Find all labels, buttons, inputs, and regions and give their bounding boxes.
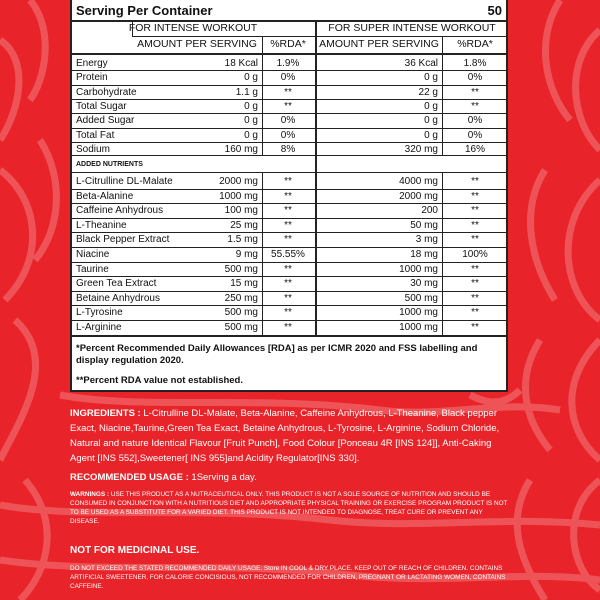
divider xyxy=(72,53,506,55)
nutrient-name: L-Theanine xyxy=(76,219,127,231)
nutrient-name: Betaine Anhydrous xyxy=(76,292,160,304)
divider xyxy=(72,335,506,337)
amount-super-intense: 500 mg xyxy=(404,292,438,304)
rda-super-intense: ** xyxy=(471,219,479,231)
nutrient-name: Energy xyxy=(76,58,108,69)
amount-intense: 1000 mg xyxy=(219,190,258,202)
rda-intense: 1.9% xyxy=(276,58,300,69)
ingredients-section xyxy=(70,406,508,466)
rda-super-intense: ** xyxy=(471,322,479,333)
warnings-label: WARNINGS : xyxy=(70,491,110,498)
nutrient-name: Carbohydrate xyxy=(76,86,137,98)
rda-header-1: %RDA* xyxy=(270,38,306,50)
rda-header-2: %RDA* xyxy=(457,38,493,50)
rda-super-intense: ** xyxy=(471,307,479,319)
nutrient-name: Total Fat xyxy=(76,129,115,141)
rda-intense: ** xyxy=(284,219,292,231)
amount-super-intense: 3 mg xyxy=(415,234,438,246)
rda-super-intense: ** xyxy=(471,190,479,202)
rda-super-intense: 0% xyxy=(467,115,483,127)
amount-super-intense: 18 mg xyxy=(410,249,438,260)
rda-super-intense: 1.8% xyxy=(463,58,487,69)
amount-intense: 25 mg xyxy=(230,219,258,231)
rda-super-intense: 16% xyxy=(464,143,485,155)
storage-disclaimer: DO NOT EXCEED THE STATED RECOMMENDED DAILY USAGE. Store IN COOL & DRY PLACE. KEEP OUT OF REACH OF CHILDREN. CONTAINS ARTIFICIAL SWEETENER, FOR CALORIE CONCISIOUS, NOT RECOMMENDED FOR CHILDREN, PREGNANT OR LACTATING WOMEN, CONTAINS CAFFEINE. xyxy=(70,565,506,590)
amount-super-intense: 2000 mg xyxy=(399,190,438,202)
rda-super-intense: ** xyxy=(471,86,479,98)
rda-intense: ** xyxy=(284,190,292,202)
amount-super-intense: 30 mg xyxy=(410,278,438,290)
amount-super-intense: 1000 mg xyxy=(399,263,438,275)
serving-label: Serving Per Container xyxy=(76,2,213,18)
amount-intense: 18 Kcal xyxy=(224,58,258,69)
nutrient-name: Total Sugar xyxy=(76,100,127,112)
amount-intense: 0 g xyxy=(244,72,258,84)
divider xyxy=(72,155,506,156)
rda-not-established-note: **Percent RDA value not established. xyxy=(76,375,244,386)
rda-super-intense: ** xyxy=(471,234,479,246)
recommended-label: RECOMMENDED USAGE : xyxy=(70,472,189,483)
rda-super-intense: ** xyxy=(471,100,479,112)
amount-super-intense: 50 mg xyxy=(410,219,438,231)
amount-intense: 1.1 g xyxy=(235,86,258,98)
amount-super-intense: 0 g xyxy=(424,72,438,84)
rda-intense: ** xyxy=(284,86,292,98)
amount-intense: 100 mg xyxy=(224,205,258,217)
nutrient-name: Beta-Alanine xyxy=(76,190,134,202)
rda-intense: ** xyxy=(284,234,292,246)
amount-intense: 0 g xyxy=(244,100,258,112)
nutrient-name: Added Sugar xyxy=(76,115,135,127)
amount-intense: 500 mg xyxy=(224,263,258,275)
nutrient-name: Taurine xyxy=(76,263,109,275)
amount-super-intense: 1000 mg xyxy=(399,307,438,319)
amount-header-2: AMOUNT PER SERVING xyxy=(319,38,439,50)
group-intense-header: FOR INTENSE WORKOUT xyxy=(128,22,258,34)
nutrient-name: Protein xyxy=(76,72,108,84)
amount-intense: 250 mg xyxy=(224,292,258,304)
amount-super-intense: 320 mg xyxy=(404,143,438,155)
rda-super-intense: ** xyxy=(471,292,479,304)
amount-header-1: AMOUNT PER SERVING xyxy=(137,38,257,50)
nutrient-name: Caffeine Anhydrous xyxy=(76,205,164,217)
divider xyxy=(132,21,133,36)
rda-super-intense: ** xyxy=(471,176,479,187)
group-super-intense-header: FOR SUPER INTENSE WORKOUT xyxy=(328,22,496,34)
amount-intense: 1.5 mg xyxy=(227,234,258,246)
rda-super-intense: 100% xyxy=(462,249,488,260)
nutrient-name: L-Citrulline DL-Malate xyxy=(76,176,173,187)
amount-intense: 9 mg xyxy=(235,249,258,260)
nutrient-name: Black Pepper Extract xyxy=(76,234,170,246)
amount-super-intense: 0 g xyxy=(424,115,438,127)
amount-intense: 15 mg xyxy=(230,278,258,290)
rda-intense: ** xyxy=(284,176,292,187)
not-for-medicinal-use: NOT FOR MEDICINAL USE. xyxy=(70,545,200,556)
amount-super-intense: 36 Kcal xyxy=(404,58,438,69)
amount-super-intense: 0 g xyxy=(424,100,438,112)
nutrient-name: Green Tea Extract xyxy=(76,278,157,290)
amount-super-intense: 4000 mg xyxy=(399,176,438,187)
serving-per-container xyxy=(76,0,502,20)
amount-super-intense: 200 xyxy=(421,205,438,217)
rda-super-intense: ** xyxy=(471,263,479,275)
added-nutrients-label: ADDED NUTRIENTS xyxy=(76,161,143,168)
recommended-usage xyxy=(70,471,508,485)
rda-intense: 8% xyxy=(280,143,296,155)
nutrient-name: L-Tyrosine xyxy=(76,307,123,319)
amount-super-intense: 0 g xyxy=(424,129,438,141)
nutrient-name: L-Arginine xyxy=(76,322,122,333)
rda-intense: 55.55% xyxy=(271,249,305,260)
amount-intense: 500 mg xyxy=(224,322,258,333)
rda-intense: ** xyxy=(284,100,292,112)
ingredients-label: INGREDIENTS : xyxy=(70,408,141,419)
rda-super-intense: 0% xyxy=(467,129,483,141)
nutrient-name: Sodium xyxy=(76,143,110,155)
rda-super-intense: ** xyxy=(471,278,479,290)
amount-super-intense: 1000 mg xyxy=(399,322,438,333)
nutrition-facts-panel xyxy=(70,0,508,392)
amount-intense: 160 mg xyxy=(224,143,258,155)
amount-intense: 0 g xyxy=(244,115,258,127)
rda-super-intense: ** xyxy=(471,205,479,217)
amount-intense: 500 mg xyxy=(224,307,258,319)
rda-footnote: *Percent Recommended Daily Allowances [RDA] as per ICMR 2020 and FSS labelling and display regulation 2020. xyxy=(76,343,478,366)
rda-intense: ** xyxy=(284,307,292,319)
rda-intense: 0% xyxy=(280,115,296,127)
rda-intense: 0% xyxy=(280,72,296,84)
rda-intense: ** xyxy=(284,263,292,275)
rda-super-intense: 0% xyxy=(467,72,483,84)
recommended-text: 1Serving a day. xyxy=(191,472,257,483)
nutrient-name: Niacine xyxy=(76,249,110,260)
rda-intense: ** xyxy=(284,322,292,333)
amount-super-intense: 22 g xyxy=(418,86,438,98)
rda-intense: ** xyxy=(284,205,292,217)
rda-intense: 0% xyxy=(280,129,296,141)
amount-intense: 2000 mg xyxy=(219,176,258,187)
divider xyxy=(72,172,506,173)
rda-intense: ** xyxy=(284,292,292,304)
ingredients-text: L-Citrulline DL-Malate, Beta-Alanine, Caffeine Anhydrous, L-Theanine, Black pepper Exact, Niacine,Taurine,Green Tea Exact, Betaine Anhydrous, L-Tyrosine, L-Arginine, Sodium Chloride, Natural and nature Identical Flavour [Fruit Punch], Food Colour [Ponceau 4R [INS 124]], Anti-Caking Agent [INS 552],Sweetener[ INS 955]and Acidity Regulator[INS 330]. xyxy=(70,408,500,464)
warnings-text: USE THIS PRODUCT AS A NUTRACEUTICAL ONLY. THIS PRODUCT IS NOT A SOLE SOURCE OF NUTRITION AND SHOULD BE CONSUMED IN CONJUNCTION WITH A NUTRITIOUS DIET AND APPROPRIATE PHYSICAL TRAINING OR EXERCISE PROGRAM PRODUCT IS NOT TO BE USED AS A SUBSTITUTE FOR A VARIED DIET. THIS PRODUCT IS NOT INTENDED TO DIAGNOSE, TREAT CURE OR PREVENT ANY DISEASE. xyxy=(70,491,508,525)
amount-intense: 0 g xyxy=(244,129,258,141)
warnings-section xyxy=(70,490,508,526)
rda-intense: ** xyxy=(284,278,292,290)
serving-value: 50 xyxy=(487,2,502,18)
